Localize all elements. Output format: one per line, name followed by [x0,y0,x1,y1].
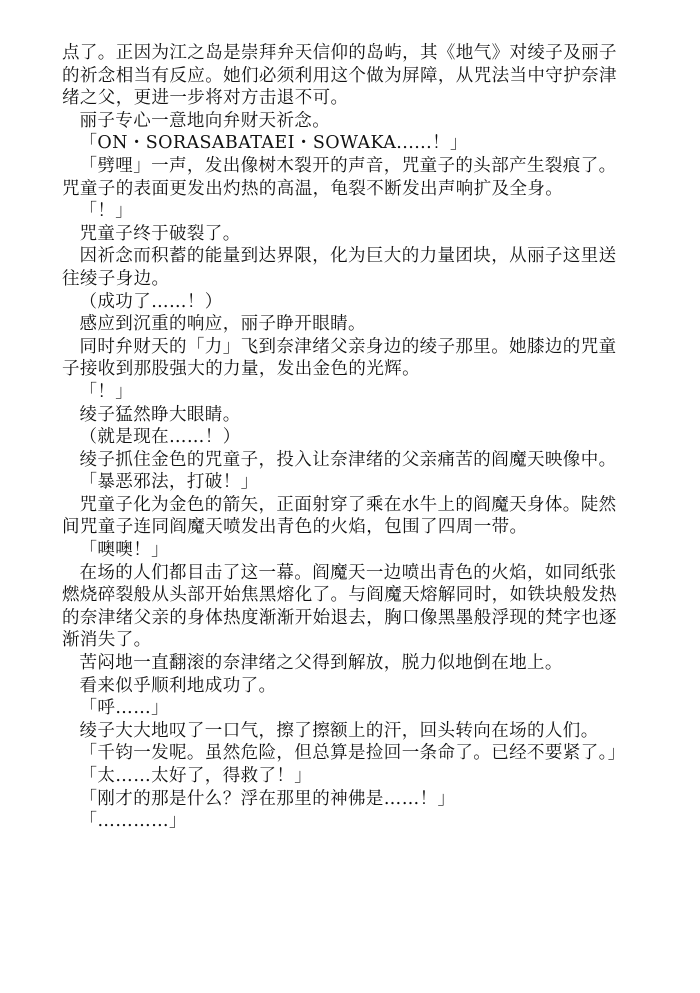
paragraph: 「千钧一发呢。虽然危险，但总算是捡回一条命了。已经不要紧了。」 [79,743,626,764]
paragraph: 咒童子化为金色的箭矢，正面射穿了乘在水牛上的阎魔天身体。陡然间咒童子连同阎魔天喷发出青色的火焰，包围了四周一带。 [62,494,617,538]
paragraph: 「！」 [79,381,134,402]
paragraph: 「ON・SORASABATAEI・SOWAKA......！」 [79,133,468,154]
body-text [62,42,634,833]
paragraph: 绫子猛然睁大眼睛。 [79,404,241,425]
paragraph: 咒童子终于破裂了。 [79,223,241,244]
paragraph: 苦闷地一直翻滚的奈津绪之父得到解放，脱力似地倒在地上。 [79,653,563,674]
paragraph: 同时弁财天的「力」飞到奈津绪父亲身边的绫子那里。她膝边的咒童子接收到那股强大的力量，发出金色的光辉。 [62,336,617,380]
paragraph: 「暴恶邪法，打破！」 [79,472,259,493]
paragraph: 「太……太好了，得救了！」 [79,766,313,786]
paragraph: （就是现在……！） [79,427,241,448]
paragraph: 丽子专心一意地向弁财天祈念。 [79,110,331,131]
paragraph: 「！」 [79,201,134,222]
paragraph: 「…………」 [79,811,187,832]
paragraph: 绫子抓住金色的咒童子，投入让奈津绪的父亲痛苦的阎魔天映像中。 [79,449,617,470]
paragraph: （成功了……！） [79,291,223,312]
paragraph: 点了。正因为江之岛是崇拜弁天信仰的岛屿，其《地气》对绫子及丽子的祈念相当有反应。她们必须利用这个做为屏障，从咒法当中守护奈津绪之父，更进一步将对方击退不可。 [62,43,617,109]
paragraph: 因祈念而积蓄的能量到达界限，化为巨大的力量团块，从丽子这里送往绫子身边。 [62,246,617,289]
paragraph: 「呼……」 [79,698,169,719]
paragraph: 看来似乎顺利地成功了。 [79,675,277,696]
paragraph: 在场的人们都目击了这一幕。阎魔天一边喷出青色的火焰，如同纸张燃烧碎裂般从头部开始焦黑熔化了。与阎魔天熔解同时，如铁块般发热的奈津绪父亲的身体热度渐渐开始退去，胸口像黑墨般浮现的梵字也逐渐消失了。 [62,562,617,651]
paragraph: 绫子大大地叹了一口气，擦了擦额上的汗，回头转向在场的人们。 [79,720,599,741]
paragraph: 「噢噢！」 [79,540,169,561]
paragraph: 感应到沉重的响应，丽子睁开眼睛。 [79,314,366,335]
paragraph: 「刚才的那是什么？浮在那里的神佛是……！」 [79,788,456,809]
paragraph: 「劈哩」一声，发出像树木裂开的声音，咒童子的头部产生裂痕了。咒童子的表面更发出灼热的高温，龟裂不断发出声响扩及全身。 [62,155,617,199]
